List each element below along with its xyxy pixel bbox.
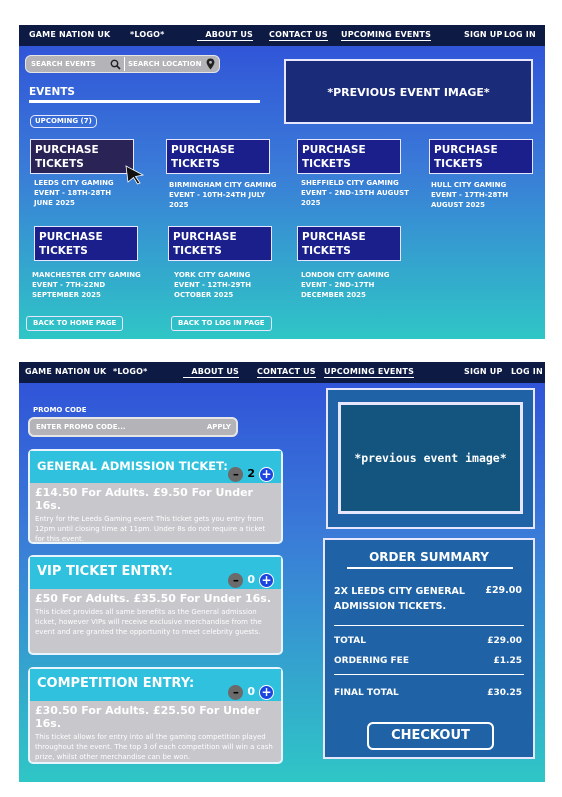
quantity-stepper (228, 459, 274, 489)
events-page (19, 25, 545, 339)
nav-contact-us[interactable]: CONTACT US (257, 367, 316, 376)
ticket-quantity: 2 (247, 467, 255, 480)
ticket-description: This ticket allows for entry into all the gaming competition played throughout the event. The top 3 of each competition will win a cash prize, whilst other merchandise can be won. (35, 733, 273, 761)
nav-log-in[interactable]: LOG IN (511, 367, 543, 376)
ticket-quantity: 0 (247, 573, 255, 586)
brand-name: GAME NATION UK (29, 30, 111, 39)
ticket-description: This ticket provides all same benefits as the General admission ticket, however VIPs will receive exclusive merchandise from the event and are granted the opportunity to meet celebrity guests. (35, 608, 262, 636)
minus-icon[interactable]: – (228, 467, 243, 482)
quantity-stepper (228, 677, 274, 707)
previous-event-image (284, 59, 533, 124)
event-desc-birmingham: BIRMINGHAM CITY GAMING EVENT - 10TH-24TH JULY 2025 (169, 181, 277, 209)
purchase-tickets-york[interactable]: PURCHASE TICKETS (168, 226, 272, 261)
nav-about-us[interactable]: ABOUT US (197, 30, 253, 41)
quantity-stepper (228, 565, 274, 595)
order-final-total-label: FINAL TOTAL (334, 688, 399, 698)
back-to-home-button[interactable]: BACK TO HOME PAGE (26, 316, 123, 331)
event-desc-london: LONDON CITY GAMING EVENT - 2ND-17TH DECEMBER 2025 (301, 271, 390, 299)
search-events-input[interactable]: SEARCH EVENTS (31, 60, 96, 68)
event-desc-york: YORK CITY GAMING EVENT - 12TH-29TH OCTOBER 2025 (174, 271, 252, 299)
event-desc-manchester: MANCHESTER CITY GAMING EVENT - 7TH-22ND SEPTEMBER 2025 (32, 271, 141, 299)
purchase-tickets-birmingham[interactable]: PURCHASE TICKETS (166, 139, 270, 174)
ticket-title (30, 557, 281, 589)
order-divider (334, 625, 524, 626)
logo-placeholder: *LOGO* (130, 30, 165, 39)
events-title: EVENTS (29, 86, 75, 98)
purchase-tickets-hull[interactable]: PURCHASE TICKETS (429, 139, 533, 174)
promo-code-field (28, 417, 238, 437)
nav-contact-us[interactable]: CONTACT US (269, 30, 328, 39)
nav-log-in[interactable]: LOG IN (504, 30, 536, 39)
ticket-title (30, 669, 281, 701)
previous-event-image-label: *previous event image* (354, 451, 507, 465)
ticket-price: £14.50 For Adults. £9.50 For Under 16s. (35, 486, 253, 512)
purchase-tickets-leeds[interactable]: PURCHASE TICKETS (30, 139, 134, 174)
ticket-title-text: COMPETITION ENTRY: (37, 676, 195, 691)
minus-icon[interactable]: – (228, 573, 243, 588)
order-fee-value: £1.25 (493, 656, 522, 666)
promo-apply-button[interactable]: APPLY (206, 423, 231, 431)
event-desc-leeds: LEEDS CITY GAMING EVENT - 18TH-28TH JUNE 2025 (34, 179, 114, 207)
nav-upcoming-events[interactable]: UPCOMING EVENTS (324, 367, 415, 376)
event-desc-hull: HULL CITY GAMING EVENT - 17TH-28TH AUGUST 2025 (431, 181, 509, 209)
top-nav (19, 25, 545, 46)
order-summary-divider (347, 567, 513, 569)
previous-event-image (338, 402, 523, 514)
order-total-label: TOTAL (334, 636, 366, 646)
ticket-vip (28, 555, 283, 655)
ticket-title (30, 451, 281, 483)
ticket-quantity: 0 (247, 685, 255, 698)
top-nav (19, 362, 545, 383)
previous-event-image-label: *PREVIOUS EVENT IMAGE* (327, 86, 490, 99)
minus-icon[interactable]: – (228, 685, 243, 700)
previous-event-image-frame (326, 388, 535, 529)
checkout-page (19, 362, 545, 782)
order-item-price: £29.00 (485, 585, 522, 596)
upcoming-filter[interactable]: UPCOMING (7) (30, 115, 97, 128)
plus-icon[interactable]: + (259, 685, 274, 700)
logo-placeholder: *LOGO* (113, 367, 148, 376)
order-divider (334, 674, 524, 675)
event-desc-sheffield: SHEFFIELD CITY GAMING EVENT - 2ND-15TH AUGUST 2025 (301, 179, 409, 207)
order-total-value: £29.00 (487, 636, 522, 646)
search-divider (124, 57, 125, 71)
nav-sign-up[interactable]: SIGN UP (464, 30, 503, 39)
back-to-login-button[interactable]: BACK TO LOG IN PAGE (171, 316, 272, 331)
checkout-button[interactable]: CHECKOUT (367, 722, 494, 750)
order-summary-title: ORDER SUMMARY (369, 550, 489, 564)
location-pin-icon[interactable] (206, 58, 215, 70)
search-location-input[interactable]: SEARCH LOCATION (128, 60, 202, 68)
ticket-title-text: GENERAL ADMISSION TICKET: (37, 459, 228, 473)
purchase-tickets-london[interactable]: PURCHASE TICKETS (297, 226, 401, 261)
ticket-price: £50 For Adults. £35.50 For Under 16s. (35, 592, 272, 605)
promo-code-label: PROMO CODE (33, 406, 87, 414)
ticket-title-text: VIP TICKET ENTRY: (37, 564, 173, 579)
plus-icon[interactable]: + (259, 573, 274, 588)
purchase-tickets-sheffield[interactable]: PURCHASE TICKETS (297, 139, 401, 174)
order-summary (323, 538, 535, 759)
order-item-description: 2X LEEDS CITY GENERAL ADMISSION TICKETS. (334, 586, 465, 612)
ticket-price: £30.50 For Adults. £25.50 For Under 16s. (35, 704, 261, 730)
ticket-general-admission (28, 449, 283, 544)
search-icon[interactable] (110, 59, 121, 70)
nav-sign-up[interactable]: SIGN UP (464, 367, 503, 376)
events-title-underline (29, 100, 260, 103)
order-fee-label: ORDERING FEE (334, 656, 409, 666)
plus-icon[interactable]: + (259, 467, 274, 482)
promo-code-input[interactable]: ENTER PROMO CODE... (36, 423, 126, 431)
brand-name: GAME NATION UK (25, 367, 107, 376)
order-final-total-value: £30.25 (487, 688, 522, 698)
purchase-tickets-manchester[interactable]: PURCHASE TICKETS (34, 226, 138, 261)
ticket-description: Entry for the Leeds Gaming event This ticket gets you entry from 12pm until closing time at 11pm. Under 8s do not require a ticket for this event. (35, 515, 266, 543)
nav-upcoming-events[interactable]: UPCOMING EVENTS (341, 30, 432, 39)
nav-about-us[interactable]: ABOUT US (183, 367, 239, 378)
ticket-competition (28, 667, 283, 764)
search-bar (25, 55, 220, 73)
